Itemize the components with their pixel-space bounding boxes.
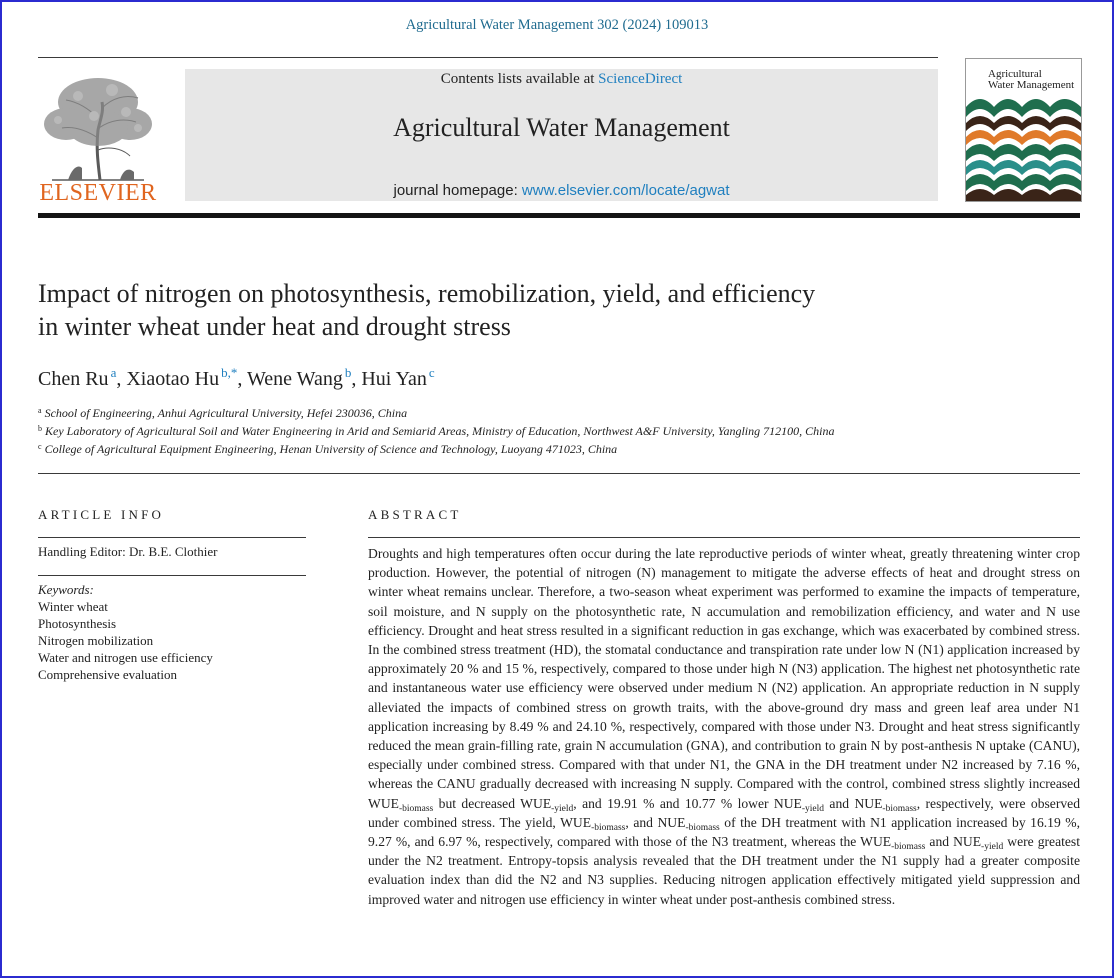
journal-name: Agricultural Water Management (393, 113, 730, 142)
abstract-segment: , and 19.91 % and 10.77 % lower NUE (573, 795, 802, 811)
abstract-segment: were greatest under the N2 treatment. Entropy-topsis analysis revealed that the DH treatment under the N1 supply had a greater composite evaluation index than did the N2 and N3 supplies. Reducing nitrogen application effectively mitigated yield suppression and improved water and nitrogen use efficiency in winter wheat under post-anthesis combined stress. (368, 834, 1080, 907)
cover-title-line2: Water Management (988, 79, 1075, 91)
keyword-item: Comprehensive evaluation (38, 667, 177, 682)
cover-pattern-image (966, 93, 1081, 201)
homepage-link[interactable]: www.elsevier.com/locate/agwat (521, 182, 730, 199)
journal-cover[interactable] (965, 58, 1082, 202)
homepage-prefix: journal homepage: (393, 182, 522, 199)
affiliation-mark: a (38, 406, 42, 415)
contents-prefix: Contents lists available at (440, 71, 599, 87)
author-list (38, 365, 435, 391)
affiliation-text: School of Engineering, Anhui Agricultural University, Hefei 230036, China (44, 406, 408, 420)
author-separator: , (116, 368, 127, 390)
author-affiliation-mark[interactable]: c (428, 365, 435, 380)
abstract-segment: of the DH treatment with N1 application increased by 16.19 %, 9.27 %, and 6.97 %, respectively, compared with those of the N3 treatment, whereas the WUE (368, 814, 1081, 850)
keyword-item: Photosynthesis (38, 616, 117, 631)
affiliation-c (38, 442, 1088, 457)
keywords-list (38, 598, 213, 683)
author-separator: , (351, 368, 362, 390)
article-info-rule (38, 537, 306, 538)
abstract-heading: ABSTRACT (368, 507, 462, 522)
cover-title (988, 69, 1074, 91)
author-separator: , (237, 368, 247, 390)
affiliation-text: Key Laboratory of Agricultural Soil and Water Engineering in Arid and Semiarid Areas, Ministry of Education, Northwest A&F University, Yangling 712100, China (45, 424, 835, 438)
author-affiliation-mark[interactable]: b (344, 365, 352, 380)
abstract-subscript: -biomass (882, 803, 917, 814)
contents-line (185, 71, 938, 88)
abstract-subscript: -biomass (591, 822, 626, 833)
abstract-segment: and NUE (925, 834, 982, 850)
journal-citation[interactable]: Agricultural Water Management 302 (2024) 109013 (405, 17, 709, 33)
abstract-subscript: -biomass (891, 842, 926, 853)
affiliation-mark: b (38, 424, 42, 433)
keywords-rule (38, 575, 306, 576)
abstract-segment: and NUE (824, 795, 883, 811)
abstract-segment: but decreased WUE (433, 795, 552, 811)
affiliation-a (38, 406, 1088, 421)
affiliation-b (38, 424, 1088, 439)
abstract-segment: , respectively, were observed under combined stress. The yield, WUE (368, 795, 1080, 830)
header-rule (38, 57, 938, 58)
article-info-heading: ARTICLE INFO (38, 507, 165, 522)
cover-title-line1: Agricultural (988, 68, 1042, 80)
author-affiliation-mark[interactable]: b,* (221, 365, 238, 380)
author-name[interactable]: Xiaotao Hu (126, 368, 220, 390)
journal-homepage (185, 182, 938, 199)
abstract-subscript: -biomass (398, 803, 434, 814)
keyword-item: Nitrogen mobilization (38, 633, 154, 648)
abstract-segment: , and NUE (625, 814, 686, 830)
sciencedirect-link[interactable]: ScienceDirect (598, 71, 683, 87)
journal-banner (185, 69, 938, 201)
author-name[interactable]: Chen Ru (38, 368, 109, 390)
section-divider (38, 473, 1080, 474)
title-line-1: Impact of nitrogen on photosynthesis, remobilization, yield, and efficiency (38, 279, 816, 308)
abstract-subscript: -biomass (685, 822, 720, 833)
author-affiliation-mark[interactable]: a (110, 365, 117, 380)
article-title (38, 277, 1018, 343)
author-name[interactable]: Wene Wang (247, 368, 343, 390)
abstract-segment: Droughts and high temperatures often occur during the late reproductive periods of winter wheat, greatly threatening winter crop production. However, the potential of nitrogen (N) management to mitigate the adverse effects of heat and drought stress on winter wheat remains unclear. Therefore, a two-season wheat experiment was performed to examine the impacts of temperature, soil moisture, and N supply on the photosynthetic rate, N accumulation and remobilization efficiency, and water and N use efficiency. Drought and heat stress resulted in a significant reduction in gas exchange, which was exacerbated by combined stress. In the combined stress treatment (HD), the stomatal conductance and transpiration rate under low N (N1) application increased by approximately 20 % and 15 %, respectively, compared to those under high N (N3) application. The highest net photosynthetic rate and instantaneous water use efficiency were observed under medium N (N2) application. An appropriate reduction in N supply alleviated the impacts of combined stress on growth traits, with the above-ground dry mass and green leaf area under N1 application increasing by 8.49 % and 24.10 %, respectively, compared with those under N3. Drought and heat stress significantly reduced the mean grain-filling rate, grain N accumulation (GNA), and contribution to grain N by post-anthesis N uptake (CANU), especially under combined stress. Compared with that under N1, the GNA in the DH treatment under N2 increased by 7.16 %, whereas the CANU gradually decreased with increasing N supply. Compared with the control, combined stress slightly increased WUE (368, 546, 1080, 811)
keywords-label: Keywords: (38, 582, 94, 597)
abstract-text (368, 544, 1080, 909)
author-name[interactable]: Hui Yan (361, 368, 427, 390)
handling-editor: Handling Editor: Dr. B.E. Clothier (38, 544, 218, 559)
abstract-subscript: -yield (551, 803, 574, 814)
elsevier-wordmark: ELSEVIER (39, 180, 157, 206)
header-thick-rule (38, 213, 1080, 218)
keyword-item: Water and nitrogen use efficiency (38, 650, 213, 665)
title-line-2: in winter wheat under heat and drought stress (38, 312, 511, 341)
keyword-item: Winter wheat (38, 599, 108, 614)
affiliation-mark: c (38, 442, 42, 451)
abstract-rule (368, 537, 1080, 538)
affiliation-text: College of Agricultural Equipment Engineering, Henan University of Science and Technology, Luoyang 471023, China (44, 442, 618, 456)
abstract-subscript: -yield (801, 803, 825, 814)
abstract-subscript: -yield (981, 842, 1004, 853)
